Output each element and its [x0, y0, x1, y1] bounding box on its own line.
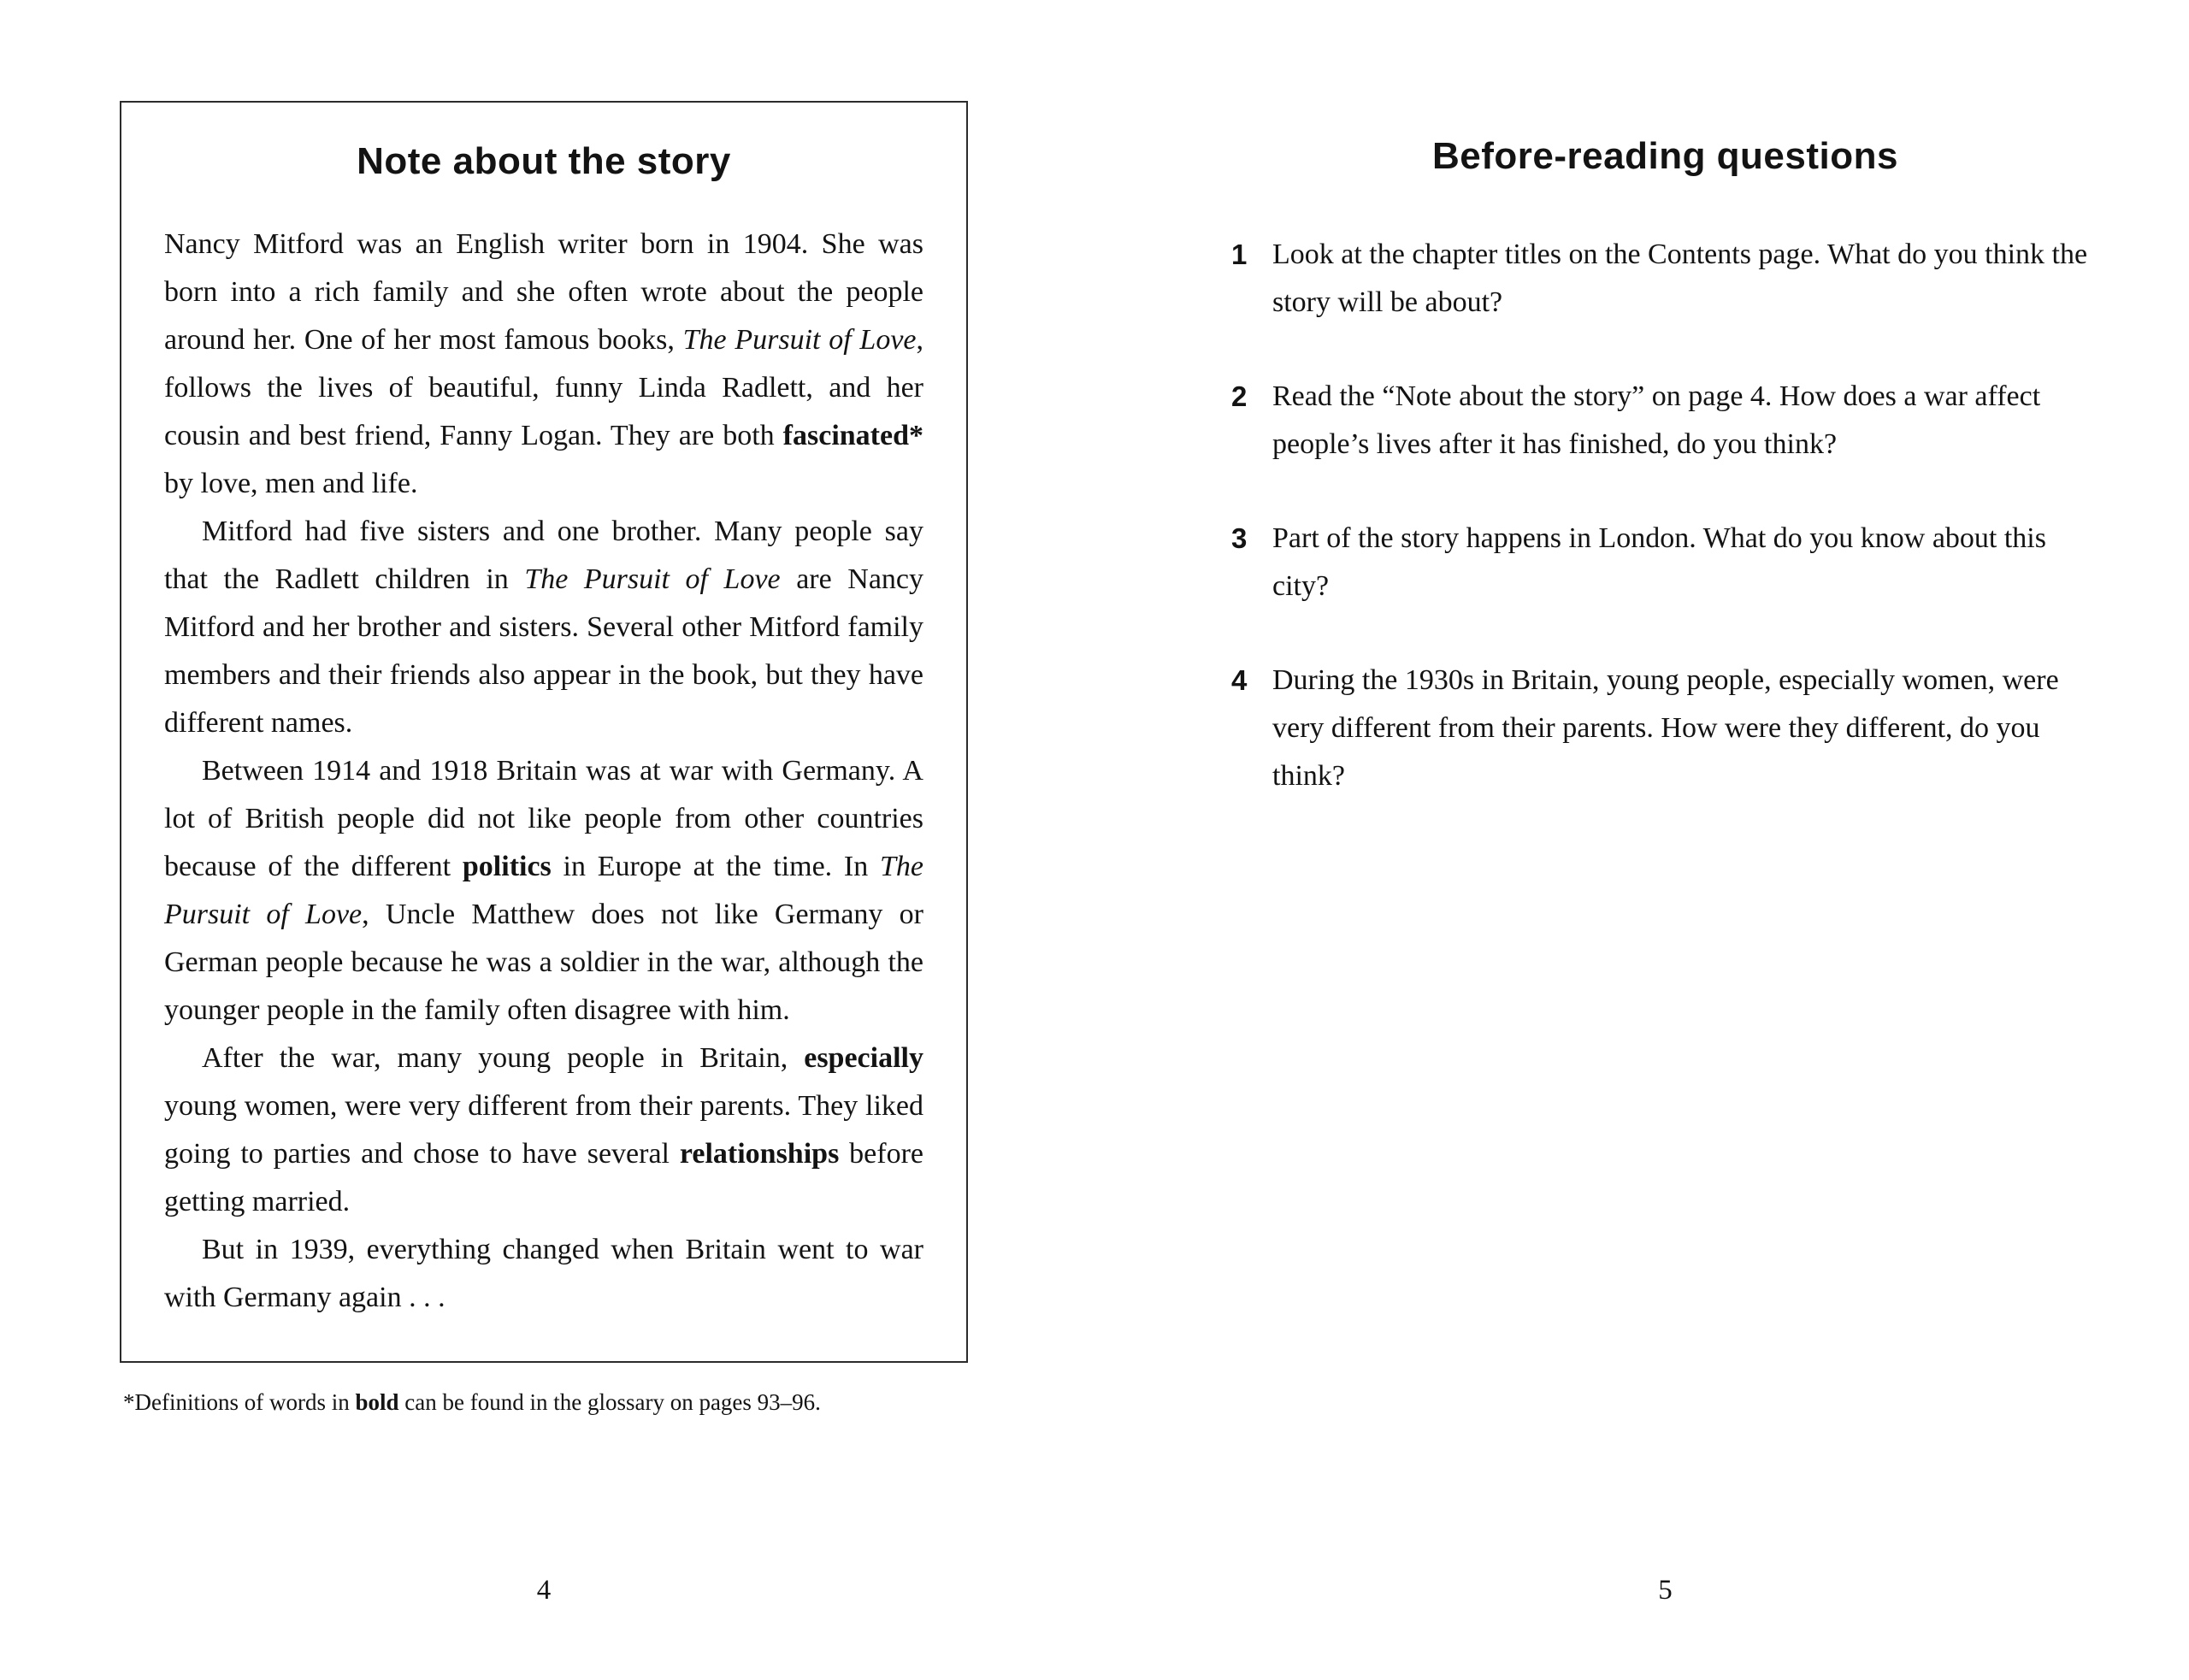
note-paragraph: Nancy Mitford was an English writer born in 1904. She was born into a rich family and she often wrote about the people around her. One of her most famous books, The Pursuit of Love, follows the lives of beautiful, funny Linda Radlett, and her cousin and best friend, Fanny Logan. They are both fascinated* by love, men and life. [164, 228, 923, 499]
question-number: 4 [1231, 664, 1248, 696]
note-paragraph: Between 1914 and 1918 Britain was at war with Germany. A lot of British people did not like people from other countries because of the different politics in Europe at the time. In The Pursuit of Love, Uncle Matthew does not like Germany or German people because he was a soldier in the war, although the younger people in the family often disagree with him. [164, 755, 923, 1026]
note-paragraph: But in 1939, everything changed when Britain went to war with Germany again . . . [164, 1234, 923, 1313]
note-paragraph: Mitford had five sisters and one brother. Many people say that the Radlett children in The Pursuit of Love are Nancy Mitford and her brother and sisters. Several other Mitford family members and their friends also appear in the book, but they have different names. [164, 516, 923, 739]
question-item [1231, 231, 2099, 327]
note-paragraph: After the war, many young people in Britain, especially young women, were very different from their parents. They liked going to parties and chose to have several relationships before getting married. [164, 1042, 923, 1217]
questions-title: Before-reading questions [1432, 135, 1898, 177]
question-item [1231, 515, 2099, 610]
question-text: Look at the chapter titles on the Contents page. What do you think the story will be about? [1272, 239, 2088, 318]
glossary-footnote: *Definitions of words in bold can be found in the glossary on pages 93–96. [123, 1389, 821, 1415]
page-number-left: 4 [536, 1575, 552, 1606]
questions-list [1231, 231, 2099, 800]
question-text: Part of the story happens in London. What do you know about this city? [1272, 522, 2046, 602]
question-number: 1 [1231, 239, 1248, 270]
note-box [120, 101, 968, 1363]
left-page [120, 101, 968, 1418]
question-number: 3 [1231, 522, 1248, 554]
page-number-right: 5 [1658, 1575, 1673, 1606]
note-title: Note about the story [357, 140, 731, 182]
question-text: Read the “Note about the story” on page 4. How does a war affect people’s lives after it has finished, do you think? [1272, 380, 2041, 460]
question-item [1231, 373, 2099, 469]
question-item [1231, 657, 2099, 800]
right-page [1231, 135, 2099, 846]
question-text: During the 1930s in Britain, young people, especially women, were very different from their parents. How were they different, do you think? [1272, 664, 2059, 792]
question-number: 2 [1231, 380, 1248, 412]
note-body [164, 221, 923, 1322]
